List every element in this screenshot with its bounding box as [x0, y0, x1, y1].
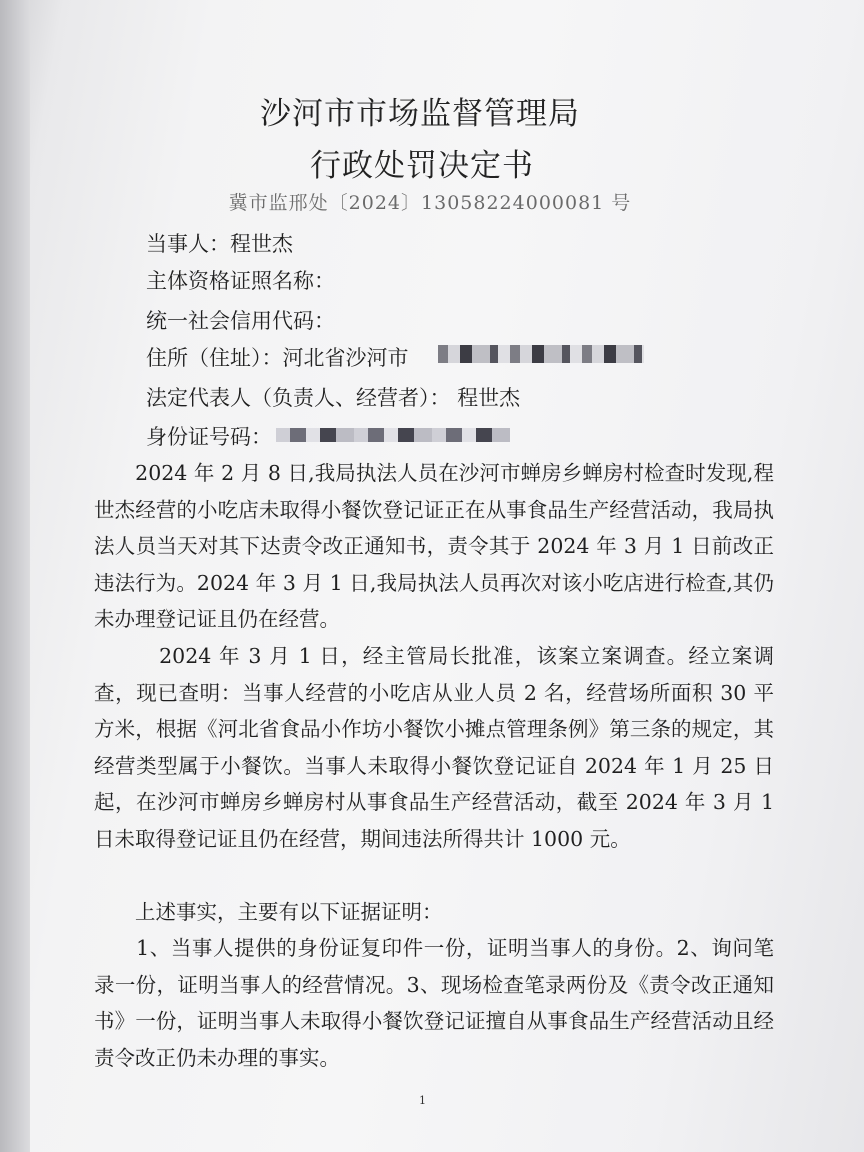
address: 住所（住址）：河北省沙河市 [146, 346, 409, 370]
party-name: 当事人：程世杰 [146, 232, 293, 256]
id-number: 身份证号码： [146, 425, 272, 449]
body-paragraph-3: 上述事实，主要有以下证据证明： [94, 900, 443, 924]
address-redaction [438, 345, 644, 363]
id-number-redaction [276, 428, 510, 442]
legal-representative: 法定代表人（负责人、经营者）： 程世杰 [146, 386, 521, 410]
page-number: 1 [419, 1094, 426, 1107]
body-paragraph-4: 1、当事人提供的身份证复印件一份，证明当事人的身份。2、询问笔录一份，证明当事人的经营情况。3、现场检查笔录两份及《责令改正通知书》一份，证明当事人未取得小餐饮登记证擅自从事食品生产经营活动且经责令改正仍未办理的事实。 [94, 936, 774, 1070]
document-number: 冀市监邢处〔2024〕13058224000081 号 [228, 192, 632, 214]
body-paragraph-1: 2024 年 2 月 8 日,我局执法人员在沙河市蝉房乡蝉房村检查时发现,程世杰经营的小吃店未取得小餐饮登记证正在从事食品生产经营活动，我局执法人员当天对其下达责令改正通知书，责令其于 2024 年 3 月 1 日前改正违法行为。2024 年 3 月 1 日,我局执法人员再次对该小吃店进行检查,其仍未办理登记证且仍在经营。 [94, 461, 774, 631]
agency-title: 沙河市市场监督管理局 [260, 96, 580, 132]
body-paragraph-2: 2024 年 3 月 1 日，经主管局长批准，该案立案调查。经立案调查，现已查明：当事人经营的小吃店从业人员 2 名，经营场所面积 30 平方米，根据《河北省食品小作坊小餐饮小摊点管理条例》第三条的规定，其经营类型属于小餐饮。当事人未取得小餐饮登记证自 2024 年 1 月 25 日起，在沙河市蝉房乡蝉房村从事食品生产经营活动，截至 2024 年 3 月 1 日未取得登记证且仍在经营，期间违法所得共计 1000 元。 [94, 644, 774, 851]
document-type-title: 行政处罚决定书 [310, 148, 534, 184]
credit-code: 统一社会信用代码： [146, 309, 335, 333]
license-name: 主体资格证照名称： [146, 269, 335, 293]
